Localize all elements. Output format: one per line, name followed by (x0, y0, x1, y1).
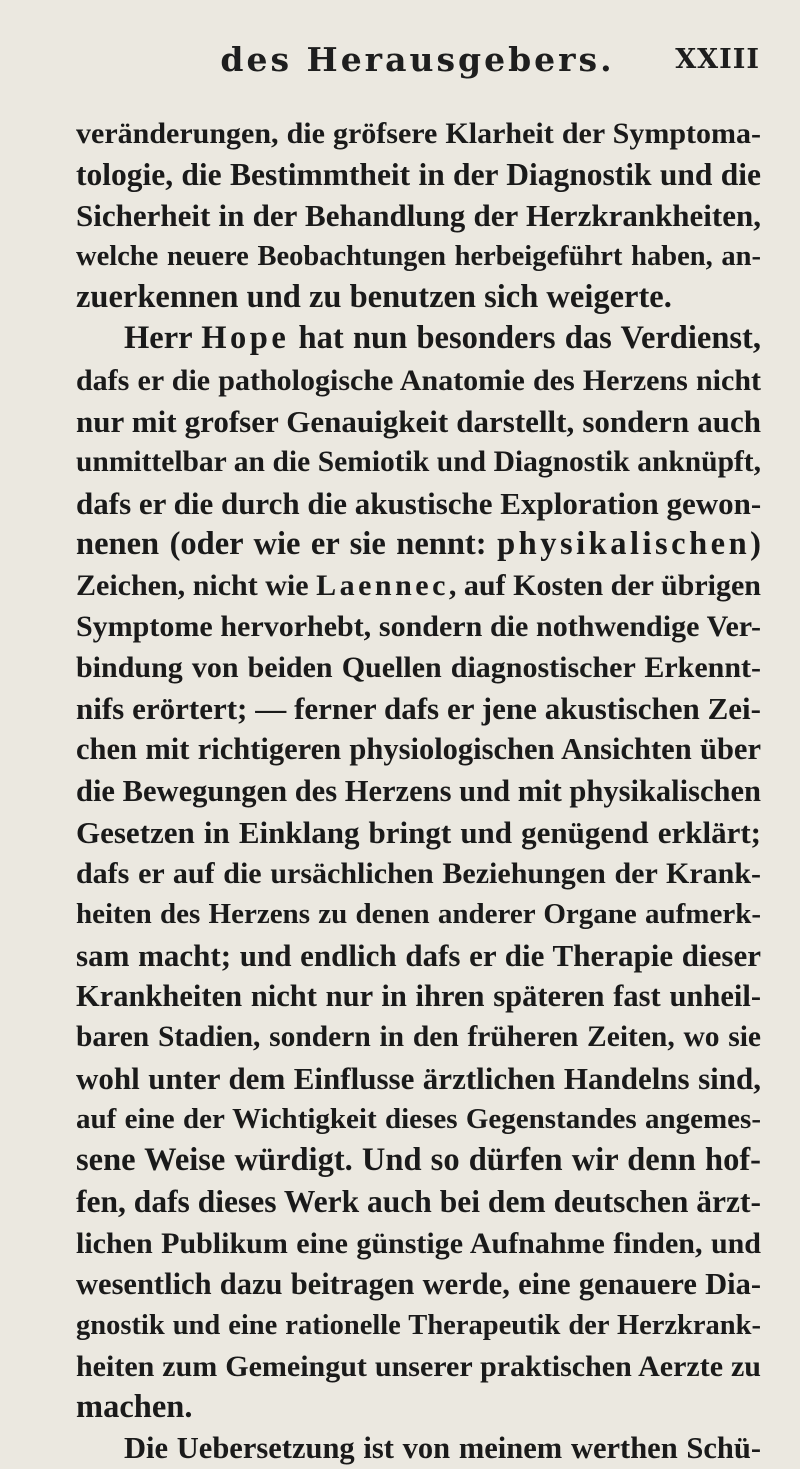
text-line-18: Gesetzen in Einklang bringt und genügend erklärt; (76, 814, 761, 850)
text-line-30: gnostik und eine rationelle Therapeutik der Herzkrank- (76, 1309, 761, 1341)
running-title: des Herausgebers. (220, 40, 615, 79)
running-head (75, 40, 760, 90)
text-line-12-pre: Zeichen, nicht wie (76, 569, 317, 603)
text-line-11-pre: nenen (oder wie er sie nennt: (76, 525, 498, 562)
text-line-11-post: ) (750, 525, 761, 562)
body-text (76, 113, 761, 1469)
author-name-hope: Hope (201, 320, 290, 357)
text-line-6-pre: Herr (124, 320, 202, 357)
text-line-31: heiten zum Gemeingut unserer praktischen Aerzte zu (76, 1349, 761, 1383)
text-line-6-post: hat nun besonders das Verdienst, (289, 320, 761, 357)
text-line-27: fen, dafs dieses Werk auch bei dem deutschen ärzt- (76, 1184, 761, 1220)
text-line-32: machen. (76, 1388, 193, 1425)
text-line-24: wohl unter dem Einflusse ärztlichen Handelns sind, (76, 1061, 761, 1097)
text-line-29: wesentlich dazu beitragen werde, eine genauere Dia- (76, 1266, 761, 1301)
text-line-5: zuerkennen und zu benutzen sich weigerte. (76, 279, 672, 316)
text-line-14: bindung von beiden Quellen diagnostischer Erkennt- (76, 651, 761, 685)
text-line-25: auf eine der Wichtigkeit dieses Gegenstandes angemes- (76, 1103, 761, 1136)
text-line-28: lichen Publikum eine günstige Aufnahme finden, und (76, 1226, 761, 1260)
text-line-9: unmittelbar an die Semiotik und Diagnostik anknüpft, (76, 445, 761, 478)
page-number: XXIII (675, 44, 760, 75)
text-line-13: Symptome hervorhebt, sondern die nothwendige Ver- (76, 610, 761, 644)
text-line-12-post: , auf Kosten der übrigen (448, 569, 761, 603)
text-line-21: sam macht; und endlich dafs er die Therapie dieser (76, 937, 761, 973)
term-physikalischen: physikalischen (497, 525, 751, 562)
text-line-11 (76, 524, 761, 565)
text-line-33: Die Uebersetzung ist von meinem werthen Schü- (124, 1431, 761, 1465)
author-name-laennec: Laennec (316, 569, 449, 603)
text-line-1: veränderungen, die gröfsere Klarheit der Symptoma- (76, 117, 761, 150)
text-line-16: chen mit richtigeren physiologischen Ansichten über (76, 732, 761, 767)
text-line-23: baren Stadien, sondern in den früheren Zeiten, wo sie (76, 1021, 761, 1054)
text-line-2: tologie, die Bestimmtheit in der Diagnostik und die (76, 157, 761, 193)
text-line-10: dafs er die durch die akustische Exploration gewon- (76, 485, 761, 521)
text-line-12 (76, 565, 761, 606)
text-line-4: welche neuere Beobachtungen herbeigeführt haben, an- (76, 241, 761, 273)
text-line-22: Krankheiten nicht nur in ihren späteren fast unheil- (76, 978, 761, 1013)
text-line-20: heiten des Herzens zu denen anderer Organe aufmerk- (76, 897, 761, 930)
text-line-8: nur mit grofser Genauigkeit darstellt, sondern auch (76, 403, 761, 439)
text-line-26: sene Weise würdigt. Und so dürfen wir denn hof- (76, 1142, 761, 1179)
text-line-3: Sicherheit in der Behandlung der Herzkrankheiten, (76, 198, 761, 234)
text-line-19: dafs er auf die ursächlichen Beziehungen der Krank- (76, 856, 761, 890)
text-line-6 (76, 318, 761, 359)
text-line-15: nifs erörtert; — ferner dafs er jene akustischen Zei- (76, 691, 761, 727)
text-line-17: die Bewegungen des Herzens und mit physikalischen (76, 773, 761, 808)
text-line-7: dafs er die pathologische Anatomie des Herzens nicht (76, 363, 761, 397)
